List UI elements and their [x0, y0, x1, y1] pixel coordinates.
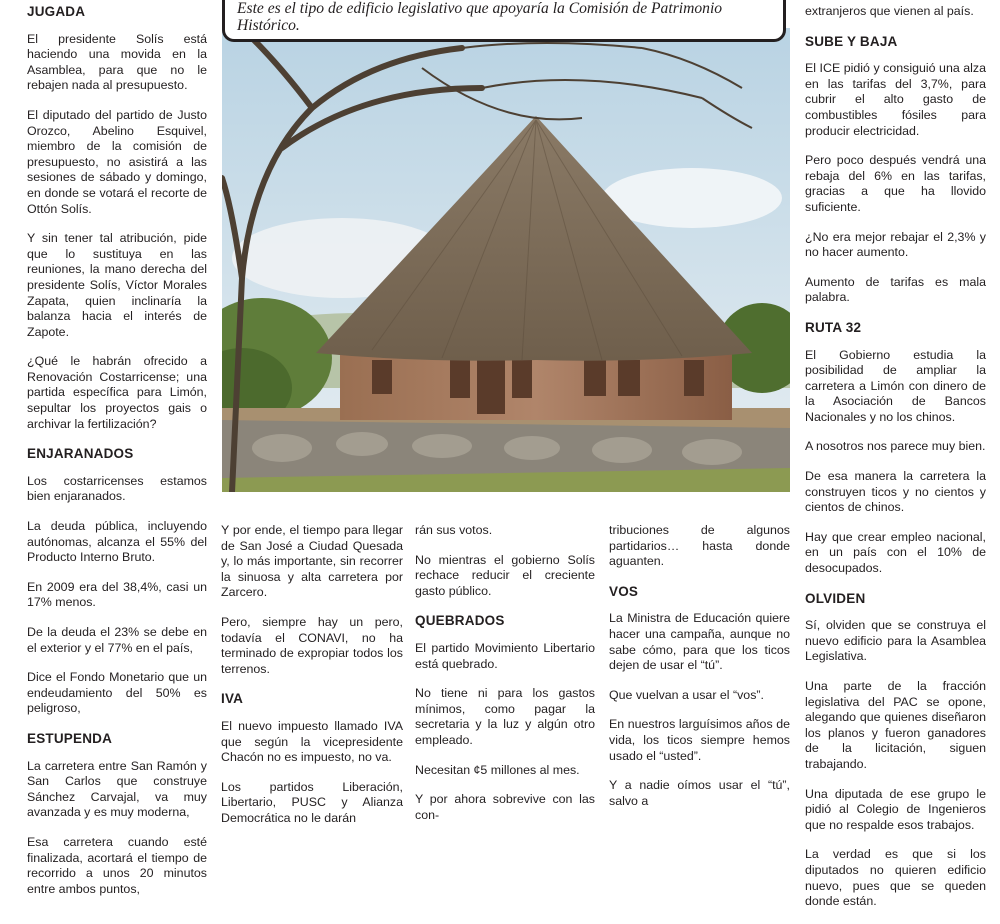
paragraph: La verdad es que si los diputados no quieren edificio nuevo, pues que se queden donde están. — [805, 847, 986, 909]
paragraph: Una diputada de ese grupo le pidió al Colegio de Ingenieros que no respalde esos trabajos. — [805, 786, 986, 832]
photo-caption: Este es el tipo de edificio legislativo que apoyaría la Comisión de Patrimonio Histórico. — [222, 0, 786, 42]
paragraph: Y por ahora sobrevive con las con- — [415, 792, 595, 822]
paragraph: Y a nadie oímos usar el “tú”, salvo a — [609, 778, 790, 808]
paragraph: Aumento de tarifas es mala palabra. — [805, 274, 986, 305]
heading-quebrados: QUEBRADOS — [415, 613, 505, 629]
heading-estupenda: ESTUPENDA — [27, 730, 113, 746]
paragraph: De la deuda el 23% se debe en el exterior y el 77% en el país, — [27, 625, 207, 655]
paragraph: La Ministra de Educación quiere hacer una campaña, aunque no sabe cómo, para que los ticos dejen de usar el “tú”. — [609, 611, 790, 673]
paragraph: El presidente Solís está haciendo una movida en la Asamblea, para que no le rebajen nada al presupuesto. — [27, 31, 207, 93]
paragraph: Pero poco después vendrá una rebaja del 6% en las tarifas, gracias a que ha llovido suficiente. — [805, 153, 986, 214]
column-4 — [609, 523, 790, 823]
paragraph: Sí, olviden que se construya el nuevo edificio para la Asamblea Legislativa. — [805, 618, 986, 664]
paragraph: El partido Movimiento Libertario está quebrado. — [415, 640, 595, 671]
paragraph: La carretera entre San Ramón y San Carlos que construye Sánchez Carvajal, va muy avanzada y es muy moderna, — [27, 758, 207, 820]
column-1 — [27, 4, 207, 911]
paragraph: extranjeros que vienen al país. — [805, 4, 974, 18]
paragraph: La deuda pública, incluyendo autónomas, alcanza el 55% del Producto Interno Bruto. — [27, 519, 207, 565]
heading-enjaranados: ENJARANADOS — [27, 446, 134, 462]
paragraph: Dice el Fondo Monetario que un endeudamiento del 50% es peligroso, — [27, 670, 207, 716]
paragraph: Que vuelvan a usar el “vos”. — [609, 687, 764, 702]
paragraph: No mientras el gobierno Solís rechace reducir el creciente gasto público. — [415, 552, 595, 598]
thatched-house-photo — [222, 28, 790, 492]
paragraph: ¿Qué le habrán ofrecido a Renovación Costarricense; una partida específica para Limón, sepultar los proyectos gais o archivar la fertilización? — [27, 354, 207, 431]
column-3 — [415, 523, 595, 837]
heading-jugada: JUGADA — [27, 4, 86, 19]
paragraph: rán sus votos. — [415, 523, 493, 537]
paragraph: Una parte de la fracción legislativa del PAC se opone, alegando que quienes diseñaron los planos y fueron ganadores de la licitación, siguen trabajando. — [805, 679, 986, 771]
heading-ruta-32: RUTA 32 — [805, 319, 862, 335]
paragraph: Y por ende, el tiempo para llegar de San José a Ciudad Quesada y, lo más importante, sin recorrer la sinuosa y alta carretera por Zarcero. — [221, 523, 403, 600]
paragraph: Pero, siempre hay un pero, todavía el CONAVI, no ha terminado de expropiar todos los terrenos. — [221, 614, 403, 676]
paragraph: Hay que crear empleo nacional, en un país con el 10% de desocupados. — [805, 529, 986, 576]
paragraph: Y sin tener tal atribución, pide que lo sustituya en las reuniones, la mano derecha del presidente Solís, Víctor Morales Zapata, quien inclinaría la balanza hacia el interés de Zapote. — [27, 231, 207, 339]
paragraph: Los costarricenses estamos bien enjaranados. — [27, 473, 207, 504]
paragraph: El nuevo impuesto llamado IVA que según la vicepresidente Chacón no es impuesto, no va. — [221, 718, 403, 765]
paragraph: De esa manera la carretera la construyen ticos y no cientos y cientos de chinos. — [805, 469, 986, 515]
heading-iva: IVA — [221, 691, 244, 707]
heading-olviden: OLVIDEN — [805, 590, 866, 606]
heading-sube-y-baja: SUBE Y BAJA — [805, 33, 898, 49]
paragraph: En 2009 era del 38,4%, casi un 17% menos. — [27, 579, 207, 610]
paragraph: Necesitan ¢5 millones al mes. — [415, 762, 580, 777]
paragraph: ¿No era mejor rebajar el 2,3% y no hacer aumento. — [805, 229, 986, 260]
house-illustration — [222, 28, 790, 492]
column-5 — [805, 4, 986, 924]
paragraph: El diputado del partido de Justo Orozco, Abelino Esquivel, miembro de la comisión de presupuesto, no asistirá a las sesiones de sábado y domingo, en donde se votará el recorte de Ottón Solís. — [27, 107, 207, 216]
paragraph: tribuciones de algunos partidarios… hasta donde aguanten. — [609, 523, 790, 569]
column-2 — [221, 523, 403, 841]
heading-vos: VOS — [609, 583, 639, 599]
paragraph: No tiene ni para los gastos mínimos, como pagar la secretaria y la luz y algún otro empleado. — [415, 686, 595, 747]
paragraph: Esa carretera cuando esté finalizada, acortará el tiempo de recorrido a unos 20 minutos entre ambos puntos, — [27, 834, 207, 896]
paragraph: A nosotros nos parece muy bien. — [805, 439, 986, 454]
paragraph: En nuestros larguísimos años de vida, los ticos siempre hemos usado el “usted”. — [609, 717, 790, 763]
paragraph: Los partidos Liberación, Libertario, PUSC y Alianza Democrática no le darán — [221, 779, 403, 825]
paragraph: El ICE pidió y consiguió una alza en las tarifas del 3,7%, para cubrir el alto gasto de combustibles fósiles para producir electricidad. — [805, 61, 986, 138]
paragraph: El Gobierno estudia la posibilidad de ampliar la carretera a Limón con dinero de la Asociación de Bancos Nacionales y no los chinos. — [805, 347, 986, 424]
